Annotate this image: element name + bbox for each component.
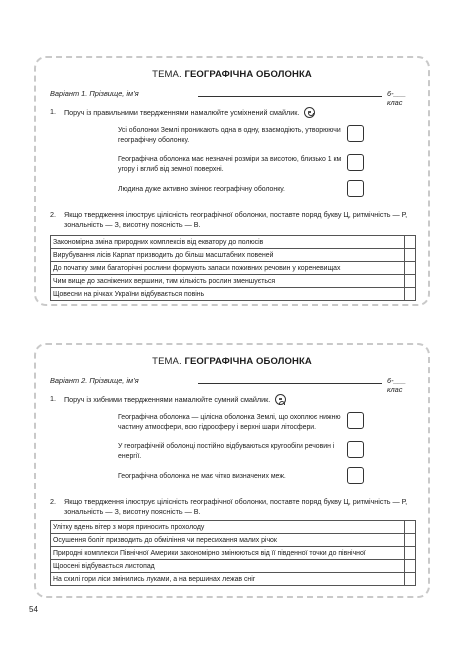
statement-text: Географічна оболонка — цілісна оболонка Землі, що охоплює нижню частину атмосфери, всю гідросферу і верхні шари літосфери. (118, 414, 341, 431)
task-number: 2. (50, 210, 56, 219)
title-prefix: ТЕМА. (152, 356, 182, 367)
worksheet-title (36, 69, 428, 80)
statement-text: У географічній оболонці постійно відбуваються кругообіги речовин і енергії. (118, 443, 335, 460)
association-table (50, 235, 416, 301)
variant-label: Варіант 2. Прізвище, ім’я (50, 376, 139, 385)
answer-box[interactable] (347, 441, 364, 458)
row-text: Осушення боліт призводить до обміління чи пересихання малих річок (51, 534, 405, 547)
answer-cell[interactable] (405, 560, 416, 573)
grade-label: 6-___ клас (387, 376, 406, 394)
worksheet-title (36, 356, 428, 367)
page-number: 54 (29, 605, 38, 614)
variant-label: Варіант 1. Прізвище, ім’я (50, 89, 139, 98)
task-number: 2. (50, 497, 56, 506)
task-1-text: Поруч із хибними твердженнями намалюйте сумний смайлик. (64, 395, 271, 404)
table-row (51, 573, 416, 586)
task-2-text: Якщо твердження ілюструє цілісність географічної оболонки, поставте поряд букву Ц, ритмічність — Р, зональність — З, висотну поясність — В. (64, 210, 408, 229)
answer-cell[interactable] (405, 547, 416, 560)
statement-text: Людина дуже активно змінює географічну оболонку. (118, 186, 285, 193)
table-row (51, 288, 416, 301)
answer-cell[interactable] (405, 249, 416, 262)
title-subject: ГЕОГРАФІЧНА ОБОЛОНКА (184, 69, 312, 80)
statement-text: Усі оболонки Землі проникають одна в одну, взаємодіють, утворюючи географічну оболонку. (118, 127, 341, 144)
answer-box[interactable] (347, 180, 364, 197)
table-row (51, 547, 416, 560)
worksheet-variant-2 (34, 343, 430, 598)
smiling-face-icon (304, 107, 315, 118)
answer-box[interactable] (347, 154, 364, 171)
row-text: Щовесни на річках України відбувається повінь (51, 288, 405, 301)
student-name-line (50, 89, 414, 107)
answer-box[interactable] (347, 125, 364, 142)
answer-box[interactable] (347, 467, 364, 484)
row-text: До початку зими багаторічні рослини формують запаси поживних речовин у кореневищах (51, 262, 405, 275)
table-row (51, 560, 416, 573)
title-prefix: ТЕМА. (152, 69, 182, 80)
answer-cell[interactable] (405, 275, 416, 288)
answer-cell[interactable] (405, 521, 416, 534)
answer-cell[interactable] (405, 236, 416, 249)
table-row (51, 249, 416, 262)
answer-box[interactable] (347, 412, 364, 429)
name-underline (198, 96, 382, 97)
answer-cell[interactable] (405, 573, 416, 586)
statement-text: Географічна оболонка не має чітко визначених меж. (118, 473, 286, 480)
grade-label: 6-___ клас (387, 89, 406, 107)
task-2-text: Якщо твердження ілюструє цілісність географічної оболонки, поставте поряд букву Ц, ритмічність — Р, зональність — З, висотну поясність — В. (64, 497, 408, 516)
statement-text: Географічна оболонка має незначні розміри за висотою, близько 1 км угору і вглиб від земної поверхні. (118, 156, 342, 173)
task-1-text: Поруч із правильними твердженнями намалюйте усміхнений смайлик. (64, 108, 300, 117)
answer-cell[interactable] (405, 262, 416, 275)
task-number: 1. (50, 394, 56, 403)
worksheet-variant-1 (34, 56, 430, 306)
sad-face-icon (275, 394, 286, 405)
row-text: Улітку вдень вітер з моря приносить прохолоду (51, 521, 405, 534)
row-text: Щоосені відбувається листопад (51, 560, 405, 573)
row-text: Природні комплекси Північної Америки закономірно змінюються від її південної точки до північної (51, 547, 405, 560)
task-number: 1. (50, 107, 56, 116)
title-subject: ГЕОГРАФІЧНА ОБОЛОНКА (184, 356, 312, 367)
table-row (51, 236, 416, 249)
row-text: На схилі гори ліси змінились луками, а на вершинах лежав сніг (51, 573, 405, 586)
table-row (51, 262, 416, 275)
student-name-line (50, 376, 414, 394)
table-row (51, 534, 416, 547)
table-row (51, 521, 416, 534)
answer-cell[interactable] (405, 288, 416, 301)
row-text: Вирубування лісів Карпат призводить до більш масштабних повеней (51, 249, 405, 262)
name-underline (198, 383, 382, 384)
table-row (51, 275, 416, 288)
association-table (50, 520, 416, 586)
answer-cell[interactable] (405, 534, 416, 547)
row-text: Закономірна зміна природних комплексів від екватору до полюсів (51, 236, 405, 249)
row-text: Чим вище до засніжених вершини, тим кількість рослин зменшується (51, 275, 405, 288)
